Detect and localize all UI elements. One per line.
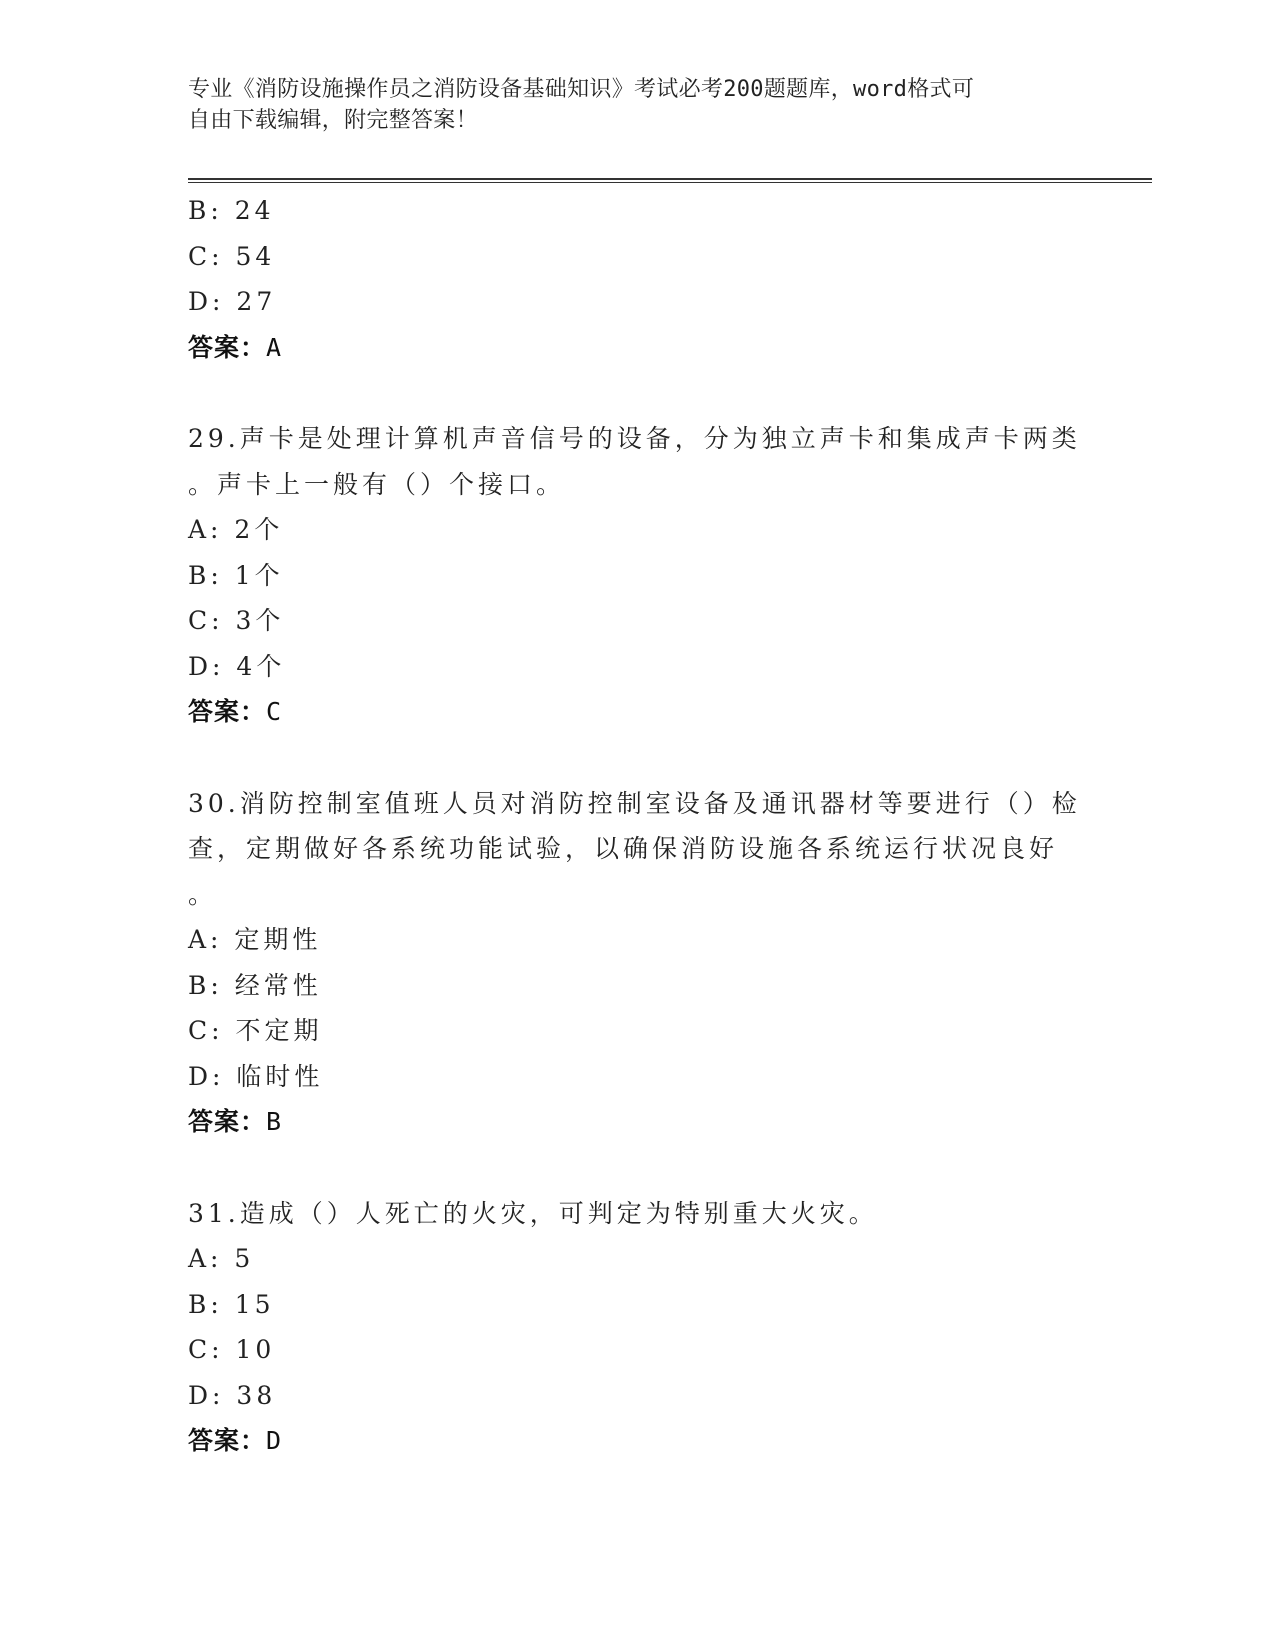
option-b: B: 1个 — [188, 560, 284, 590]
header-rule-thin — [188, 182, 1152, 183]
answer-label: 答案： — [188, 697, 267, 726]
answer-label: 答案： — [188, 1426, 267, 1455]
option-a: A: 5 — [188, 1244, 255, 1273]
answer-line — [188, 1418, 1088, 1464]
question-block-30 — [188, 781, 1088, 1145]
question-text — [188, 416, 1088, 507]
answer-value: D — [266, 1426, 283, 1455]
question-block-prev — [188, 188, 1088, 370]
option-d: D: 27 — [188, 287, 277, 316]
option-b: B: 经常性 — [188, 970, 322, 1000]
question-block-31 — [188, 1191, 1088, 1464]
answer-value: A — [266, 332, 283, 362]
option-b: B: 15 — [188, 1289, 275, 1319]
answer-line — [188, 689, 1088, 735]
question-line: 。 — [188, 879, 218, 909]
question-text — [188, 1191, 1088, 1237]
answer-line — [188, 325, 1088, 371]
question-line: 查，定期做好各系统功能试验，以确保消防设施各系统运行状况良好 — [188, 834, 1059, 863]
question-line: 29.声卡是处理计算机声音信号的设备，分为独立声卡和集成声卡两类 — [188, 424, 1081, 453]
question-block-29 — [188, 416, 1088, 735]
header-line-2: 自由下载编辑，附完整答案！ — [188, 108, 478, 133]
question-line: 30.消防控制室值班人员对消防控制室设备及通讯器材等要进行（）检 — [188, 788, 1081, 818]
question-line: 。声卡上一般有（）个接口。 — [188, 469, 566, 499]
option-c: C: 3个 — [188, 606, 285, 635]
option-c: C: 不定期 — [188, 1016, 323, 1045]
answer-value: C — [266, 697, 283, 726]
answer-label: 答案： — [188, 332, 267, 362]
document-header — [188, 74, 1068, 136]
header-rule-thick — [188, 178, 1152, 180]
option-b: B: 24 — [188, 196, 275, 225]
answer-label: 答案： — [188, 1107, 267, 1136]
question-line: 31.造成（）人死亡的火灾，可判定为特别重大火灾。 — [188, 1198, 878, 1228]
option-a: A: 2个 — [188, 515, 284, 544]
option-d: D: 临时性 — [188, 1061, 324, 1091]
option-c: C: 10 — [188, 1335, 276, 1364]
question-text — [188, 781, 1088, 918]
option-c: C: 54 — [188, 241, 276, 271]
answer-value: B — [266, 1107, 283, 1136]
option-d: D: 38 — [188, 1380, 277, 1410]
option-a: A: 定期性 — [188, 925, 322, 954]
answer-line — [188, 1099, 1088, 1145]
option-d: D: 4个 — [188, 651, 286, 681]
question-list — [188, 188, 1088, 1464]
header-line-1: 专业《消防设施操作员之消防设备基础知识》考试必考200题题库，word格式可 — [188, 77, 975, 102]
